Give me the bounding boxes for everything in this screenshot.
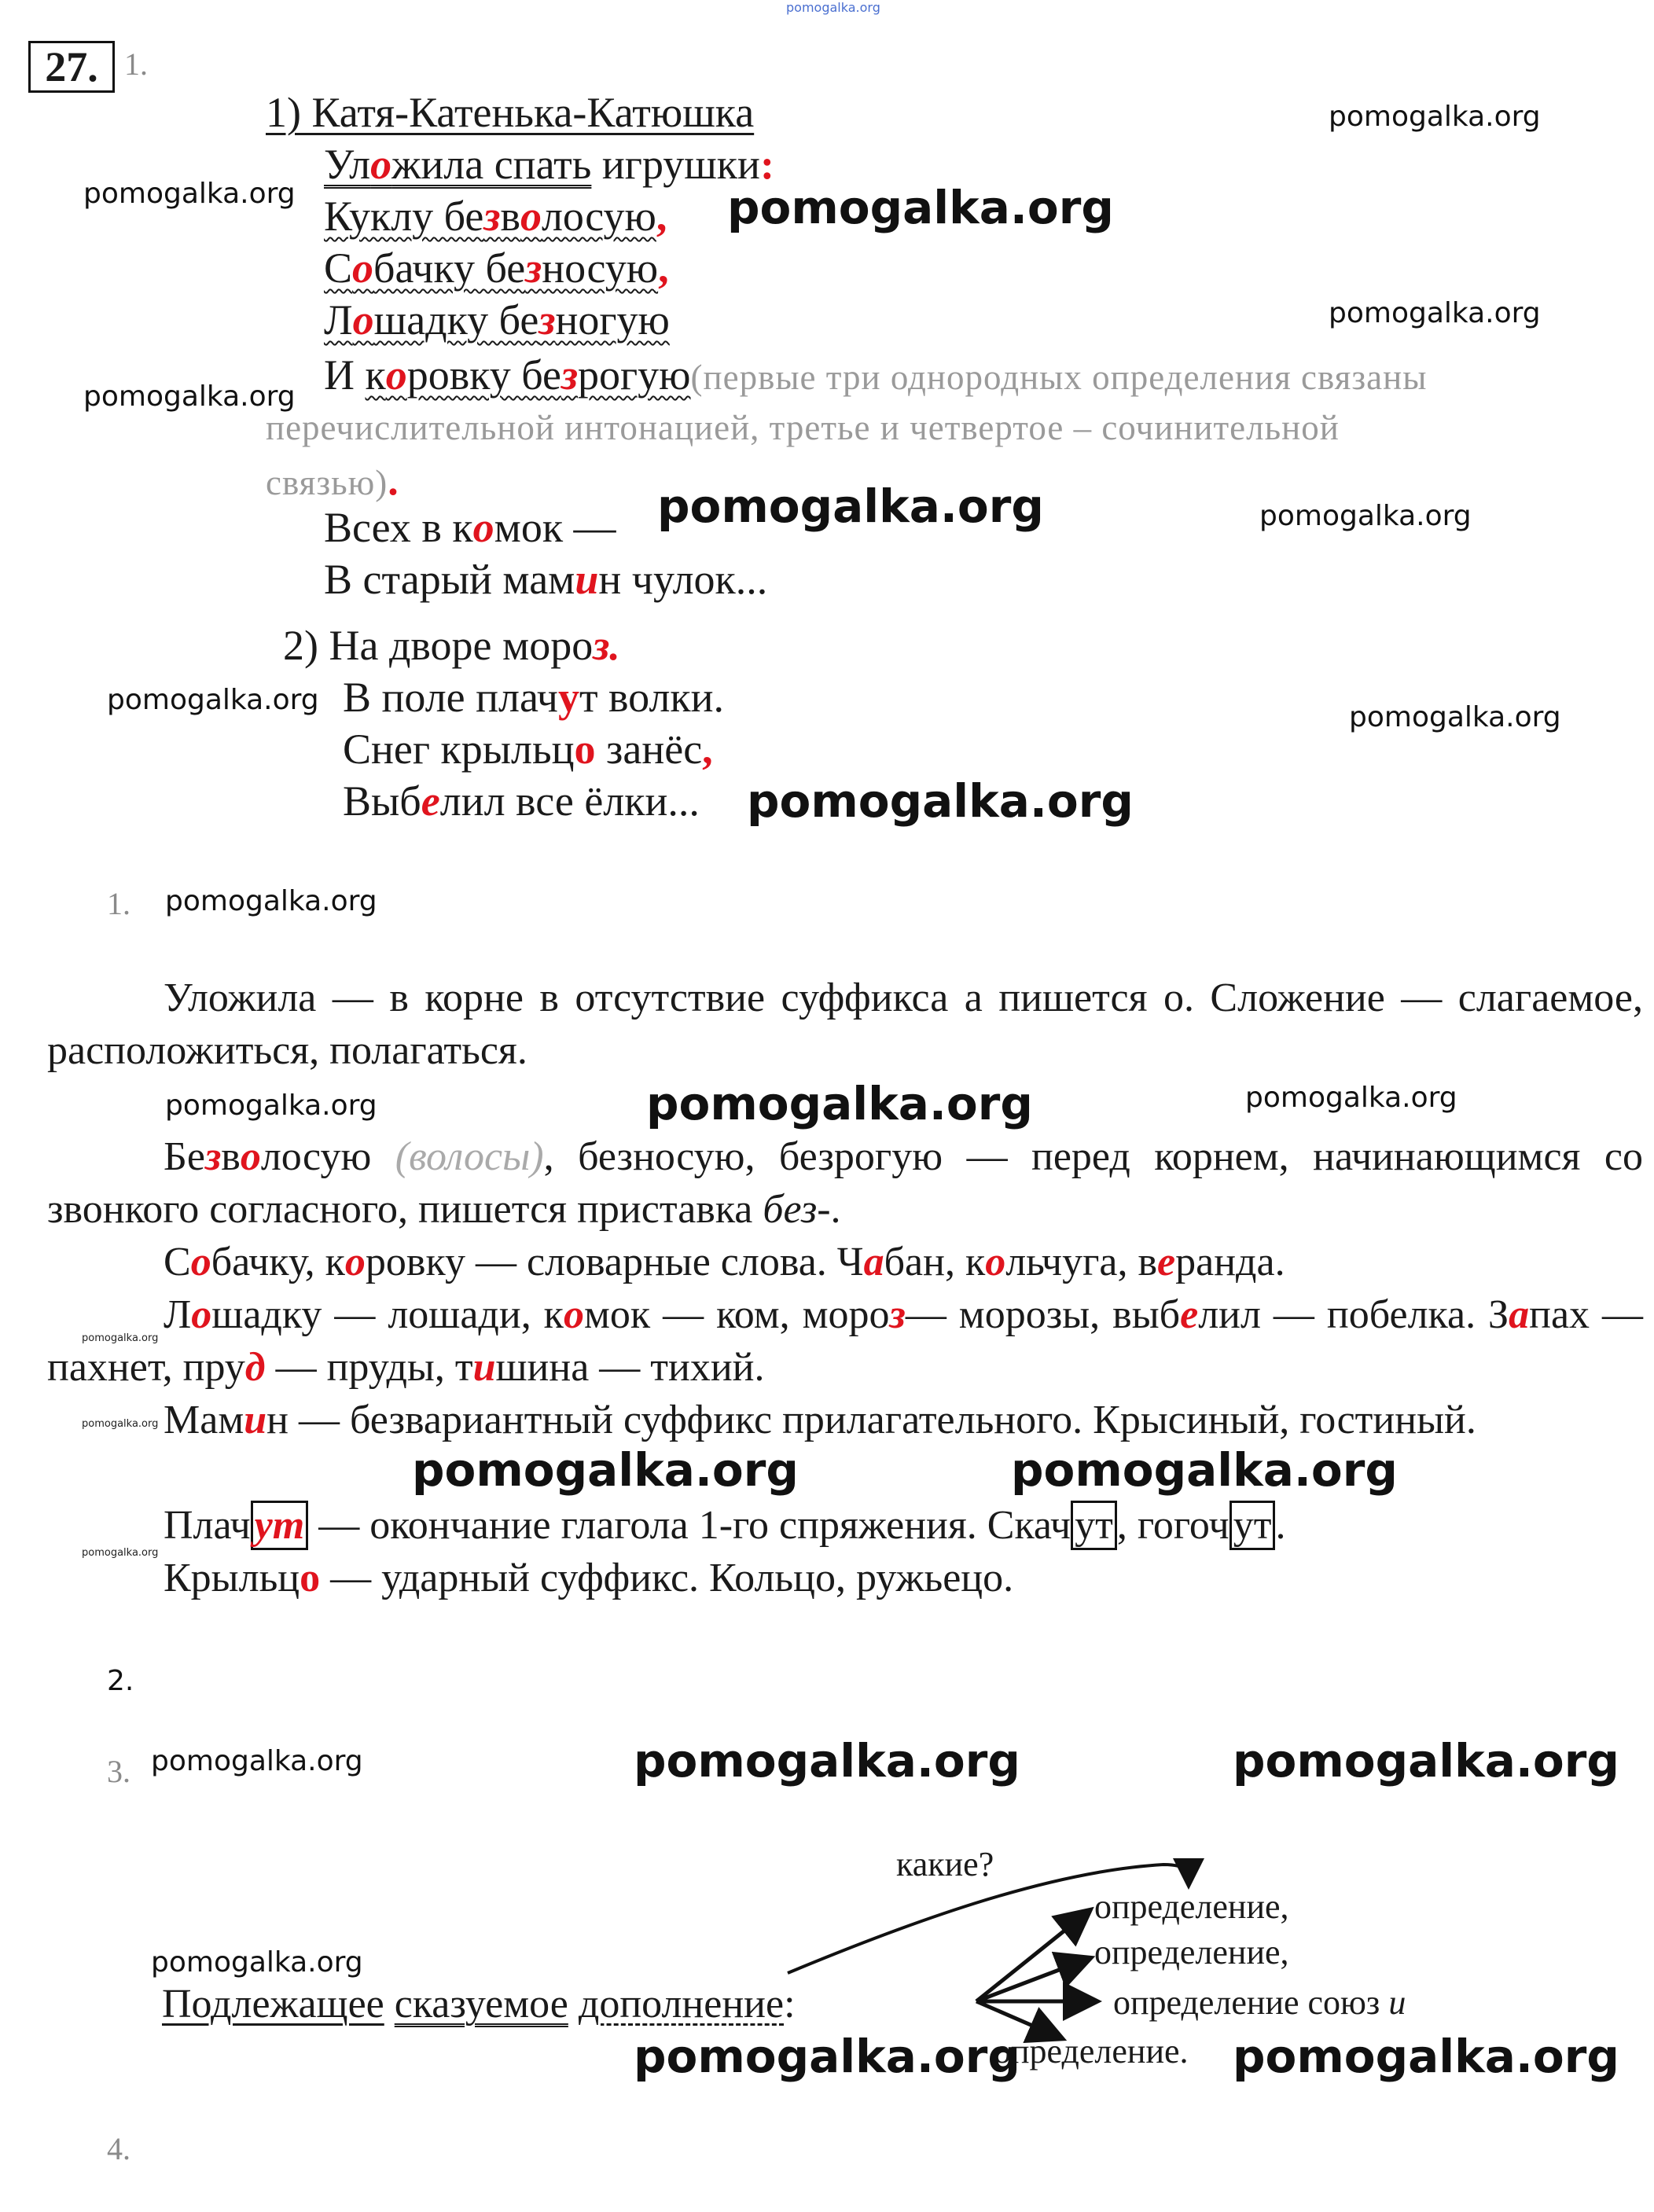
note-text: связью) <box>266 463 388 502</box>
text: занёс <box>595 726 703 773</box>
top-watermark: pomogalka.org <box>786 0 880 15</box>
text: Л <box>164 1292 192 1337</box>
text: В старый мам <box>324 556 575 603</box>
orthogram: о <box>352 296 374 344</box>
watermark: pomogalka.org <box>151 1745 363 1777</box>
watermark: pomogalka.org <box>82 1332 159 1344</box>
analysis-paragraph-1: Уложила — в корне в отсутствие суффикса а пишется о. Сложение — слагаемое, расположиться, полагаться. <box>47 976 1643 1073</box>
text: — морозы, выб <box>905 1292 1181 1337</box>
text: С <box>164 1240 191 1284</box>
arrow-def4 <box>976 2001 1060 2037</box>
watermark: pomogalka.org <box>634 1734 1020 1788</box>
text: лосую <box>260 1134 395 1179</box>
text: ногую <box>555 296 670 344</box>
scheme-question: какие? <box>896 1845 994 1883</box>
watermark: pomogalka.org <box>1011 1443 1398 1497</box>
watermark: pomogalka.org <box>1245 1082 1457 1114</box>
text: к <box>365 351 386 399</box>
orthogram: о <box>985 1240 1006 1284</box>
orthogram: о <box>563 1292 584 1337</box>
watermark: pomogalka.org <box>82 1418 159 1430</box>
orthogram: и <box>575 556 599 603</box>
orthogram: о <box>385 351 407 399</box>
orthogram: е <box>1157 1240 1176 1284</box>
ending-box: ут <box>1229 1501 1276 1550</box>
text: н чулок... <box>598 556 768 603</box>
orthogram: з. <box>593 622 620 669</box>
watermark: pomogalka.org <box>1233 1734 1619 1788</box>
watermark: pomogalka.org <box>151 1946 363 1979</box>
watermark: pomogalka.org <box>83 178 296 210</box>
text: льчуга, в <box>1005 1240 1158 1284</box>
orthogram: о <box>520 193 542 240</box>
text: . <box>830 1187 841 1232</box>
ending-box: ут <box>251 1501 309 1550</box>
watermark: pomogalka.org <box>165 1089 377 1122</box>
watermark: pomogalka.org <box>107 684 319 716</box>
orthogram: о <box>240 1134 261 1179</box>
text: жила спать <box>391 141 592 188</box>
orthogram: з <box>889 1292 906 1337</box>
text: мок — ком, моро <box>583 1292 890 1337</box>
text: , безносую, безрогую — перед корнем, начинающимся со звонкого согласного, пишется приставка <box>47 1134 1643 1232</box>
text: в <box>221 1134 241 1179</box>
watermark: pomogalka.org <box>657 480 1044 533</box>
orthogram: о <box>191 1292 212 1337</box>
orthogram: и <box>244 1398 267 1442</box>
text: лил все ёлки... <box>439 777 700 825</box>
section-label-1: 1. <box>124 46 148 82</box>
text: бачку бе <box>373 244 526 292</box>
text: лосую <box>541 193 656 240</box>
text: — пруды, т <box>265 1345 473 1390</box>
orthogram: з <box>483 193 501 240</box>
watermark: pomogalka.org <box>727 181 1114 234</box>
orthogram: о <box>344 1240 366 1284</box>
text: — ударный суффикс. Кольцо, ружьецо. <box>320 1556 1014 1600</box>
text: В поле плач <box>343 674 558 721</box>
watermark: pomogalka.org <box>1233 2030 1619 2083</box>
orthogram: з <box>525 244 542 292</box>
watermark: pomogalka.org <box>1329 101 1541 133</box>
prefix: без- <box>763 1187 831 1232</box>
text: Бе <box>164 1134 205 1179</box>
scheme-subject: Подлежащее <box>162 1982 384 2026</box>
watermark: pomogalka.org <box>747 774 1134 828</box>
text: ровку бе <box>406 351 561 399</box>
scheme-object: дополнение <box>578 1982 785 2026</box>
orthogram: о <box>574 726 596 773</box>
punct-mark: : <box>759 141 774 188</box>
note-text: (первые три однородных определения связаны <box>690 358 1428 397</box>
text: С <box>324 244 353 292</box>
text: мок — <box>494 504 616 551</box>
text: . <box>1275 1503 1286 1548</box>
arrow-def1 <box>976 1912 1088 2001</box>
orthogram: о <box>300 1556 321 1600</box>
text: в <box>500 193 520 240</box>
scheme-definition-2: определение, <box>1094 1933 1289 1971</box>
orthogram: е <box>1180 1292 1199 1337</box>
watermark: pomogalka.org <box>634 2030 1020 2083</box>
punct-mark: , <box>656 193 667 240</box>
punct-mark: , <box>702 726 713 773</box>
orthogram: з <box>561 351 579 399</box>
text: Выб <box>343 777 421 825</box>
text: Снег крыльц <box>343 726 575 773</box>
text: н — безвариантный суффикс прилагательного. Крысиный, гостиный. <box>266 1398 1476 1442</box>
text: рогую <box>578 351 691 399</box>
watermark: pomogalka.org <box>165 885 377 917</box>
section-label-3: 3. <box>107 1754 130 1789</box>
section-label-4: 4. <box>107 2131 130 2166</box>
text: 2) На дворе моро <box>283 622 594 669</box>
poem1-note-line2: перечислительной интонацией, третье и четвертое – сочинительной <box>266 408 1340 447</box>
text: т волки. <box>579 674 725 721</box>
text: Ул <box>324 141 371 188</box>
arrow-def2 <box>976 1959 1088 2001</box>
ending-box: ут <box>1071 1501 1117 1550</box>
text: игрушки <box>591 141 760 188</box>
watermark: pomogalka.org <box>1329 297 1541 329</box>
orthogram: о <box>472 504 494 551</box>
scheme-colon: : <box>784 1982 796 2026</box>
task-number: 27. <box>28 41 115 93</box>
scheme-conjunction: и <box>1388 1983 1406 2022</box>
scheme-definition-4: определение. <box>994 2032 1189 2071</box>
orthogram: о <box>370 141 392 188</box>
text: ранда. <box>1175 1240 1285 1284</box>
orthogram: е <box>421 777 440 825</box>
text: пах — пахнет, пру <box>47 1292 1643 1390</box>
text: шадку — лошади, к <box>211 1292 564 1337</box>
text: Крыльц <box>164 1556 300 1600</box>
text: шадку бе <box>373 296 539 344</box>
section-label-1b: 1. <box>107 886 130 921</box>
orthogram: и <box>472 1345 496 1390</box>
text: Мам <box>164 1398 244 1442</box>
watermark: pomogalka.org <box>82 1547 159 1559</box>
poem1-title-text: 1) Катя-Катенька-Катюшка <box>266 89 755 136</box>
punct-mark: . <box>388 457 399 504</box>
watermark: pomogalka.org <box>83 380 296 413</box>
text: определение союз <box>1113 1983 1389 2022</box>
text: ровку — словарные слова. Ч <box>365 1240 864 1284</box>
orthogram: з <box>204 1134 222 1179</box>
section-label-2: 2. <box>107 1665 134 1697</box>
text: носую <box>542 244 659 292</box>
scheme-definition-1: определение, <box>1094 1887 1289 1926</box>
orthogram: а <box>1509 1292 1530 1337</box>
question-arrow <box>788 1865 1189 1973</box>
orthogram: а <box>863 1240 884 1284</box>
check-word: (волосы) <box>395 1134 544 1179</box>
orthogram: о <box>190 1240 211 1284</box>
punct-mark: , <box>658 244 669 292</box>
text: бачку, к <box>211 1240 345 1284</box>
text: Л <box>324 296 353 344</box>
orthogram: о <box>352 244 374 292</box>
text: лил — побелка. З <box>1198 1292 1509 1337</box>
text: И <box>324 351 366 399</box>
text: Всех в к <box>324 504 473 551</box>
watermark: pomogalka.org <box>1349 701 1561 733</box>
orthogram: у <box>557 674 579 721</box>
scheme-predicate: сказуемое <box>394 1982 568 2026</box>
watermark: pomogalka.org <box>646 1077 1033 1130</box>
text: бан, к <box>884 1240 986 1284</box>
orthogram: з <box>538 296 556 344</box>
text: Плач <box>164 1503 251 1548</box>
text: шина — тихий. <box>495 1345 765 1390</box>
watermark: pomogalka.org <box>412 1443 799 1497</box>
watermark: pomogalka.org <box>1259 500 1472 532</box>
text: — окончание глагола 1-го спряжения. Скач <box>308 1503 1071 1548</box>
text: Куклу бе <box>324 193 484 240</box>
orthogram: д <box>244 1345 266 1390</box>
text: , гогоч <box>1116 1503 1229 1548</box>
